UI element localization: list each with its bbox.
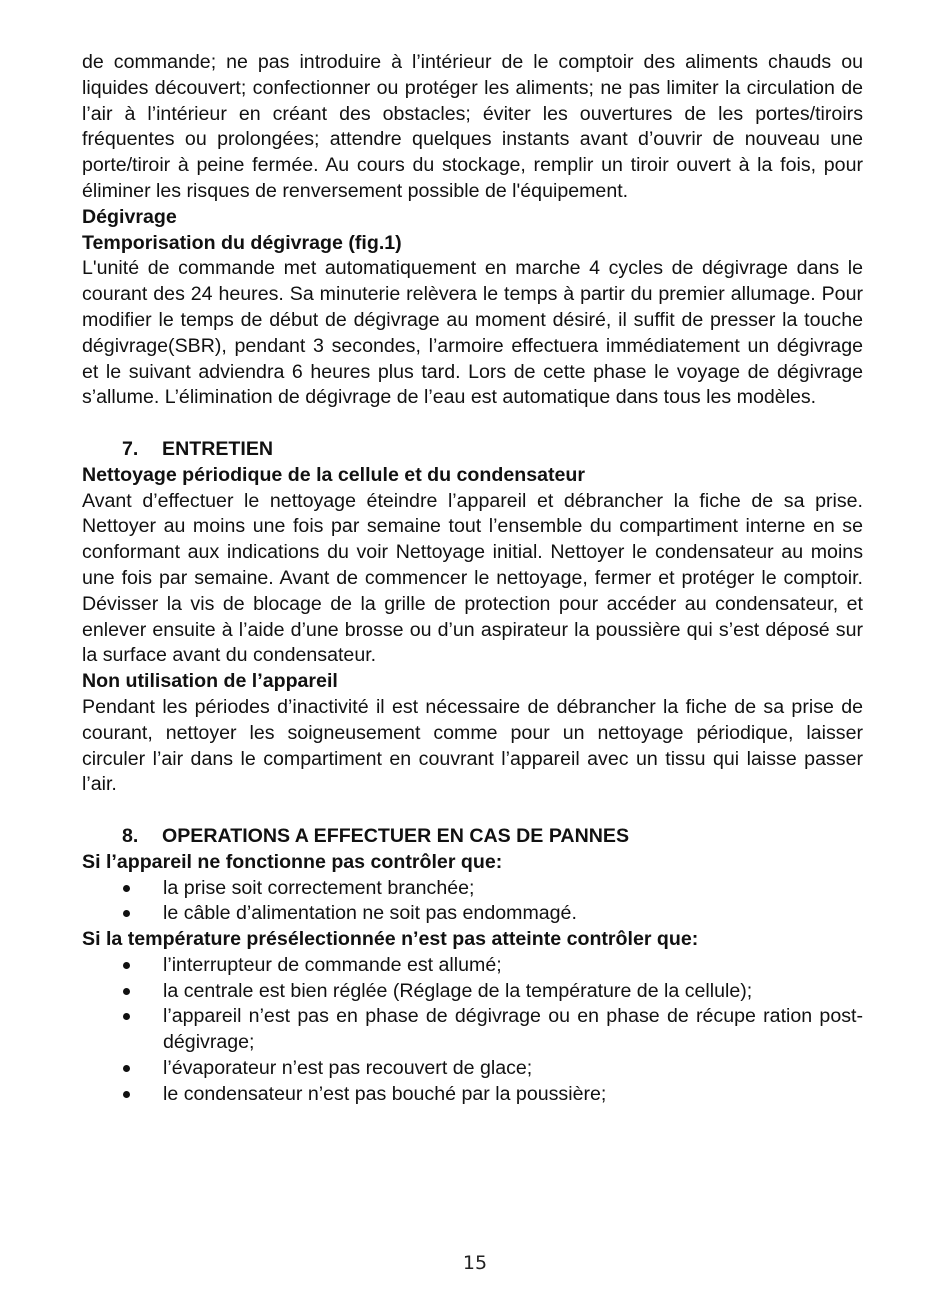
bullet-icon xyxy=(123,1065,130,1072)
non-use-subheading: Non utilisation de l’appareil xyxy=(82,670,338,693)
section-number: 7. xyxy=(122,437,139,460)
check-1-list xyxy=(82,876,863,928)
document-page xyxy=(82,50,863,1108)
section-title: OPERATIONS A EFFECTUER EN CAS DE PANNES xyxy=(162,824,630,847)
section-title: ENTRETIEN xyxy=(162,437,274,460)
bullet-icon xyxy=(123,988,130,995)
degivrage-heading: Dégivrage xyxy=(82,205,177,228)
maintenance-paragraph: Avant d’effectuer le nettoyage éteindre l’appareil et débrancher la fiche de sa prise. Nettoyer au moins une fois par semaine tout l’ensemble du compartiment interne en se conformant aux indications du voir Nettoyage initial. Nettoyer le condensateur au moins une fois par semaine. Avant de commencer le nettoyage, fermer et protéger le comptoir. Dévisser la vis de blocage de la grille de protection pour accéder au condensateur, et enlever ensuite à l’aide d’une brosse ou d’un aspirateur la poussière qui s’est déposé sur la surface avant du condensateur. xyxy=(82,489,863,667)
non-use-paragraph: Pendant les périodes d’inactivité il est nécessaire de débrancher la fiche de sa prise de courant, nettoyer les soigneusement comme pour un nettoyage périodique, laisser circuler l’air dans le compartiment en couvrant l’appareil avec un tissu qui laisse passer l’air. xyxy=(82,695,863,796)
bullet-icon xyxy=(123,962,130,969)
check-2-list xyxy=(82,953,863,1108)
page-number: 15 xyxy=(462,1252,488,1274)
list-item: le condensateur n’est pas bouché par la poussière; xyxy=(82,1082,863,1108)
bullet-icon xyxy=(123,885,130,892)
list-item: l’appareil n’est pas en phase de dégivrage ou en phase de récupe ration post-dégivrage; xyxy=(82,1004,863,1056)
bullet-icon xyxy=(123,910,130,917)
maintenance-subheading: Nettoyage périodique de la cellule et du condensateur xyxy=(82,463,586,486)
intro-paragraph: de commande; ne pas introduire à l’intérieur de le comptoir des aliments chauds ou liquides découvert; confectionner ou protéger les aliments; ne pas limiter la circulation de l’air à l’intérieur en créant des obstacles; éviter les ouvertures de les portes/tiroirs fréquentes ou prolongées; attendre quelques instants avant d’ouvrir de nouveau une porte/tiroir à peine fermée. Au cours du stockage, remplir un tiroir ouvert à la fois, pour éliminer les risques de renversement possible de l'équipement. xyxy=(82,51,863,202)
list-item: le câble d’alimentation ne soit pas endommagé. xyxy=(82,901,863,927)
list-item: la prise soit correctement branchée; xyxy=(82,876,863,902)
list-item: l’évaporateur n’est pas recouvert de glace; xyxy=(82,1056,863,1082)
check-1-heading: Si l’appareil ne fonctionne pas contrôler que: xyxy=(82,850,503,873)
bullet-icon xyxy=(123,1091,130,1098)
section-7-heading xyxy=(122,437,863,463)
section-8-heading xyxy=(122,824,863,850)
degivrage-subheading: Temporisation du dégivrage (fig.1) xyxy=(82,231,402,254)
spacer xyxy=(82,411,863,437)
check-2-heading: Si la température présélectionnée n’est pas atteinte contrôler que: xyxy=(82,928,699,951)
degivrage-paragraph: L'unité de commande met automatiquement en marche 4 cycles de dégivrage dans le courant des 24 heures. Sa minuterie relèvera le temps à partir du premier allumage. Pour modifier le temps de début de dégivrage au moment désiré, il suffit de presser la touche dégivrage(SBR), pendant 3 secondes, l’armoire effectuera immédiatement un dégivrage et le suivant adviendra 6 heures plus tard. Lors de cette phase le voyage de dégivrage s’allume. L’élimination de dégivrage de l’eau est automatique dans tous les modèles. xyxy=(82,257,863,409)
list-item: la centrale est bien réglée (Réglage de la température de la cellule); xyxy=(82,979,863,1005)
list-item: l’interrupteur de commande est allumé; xyxy=(82,953,863,979)
bullet-icon xyxy=(123,1013,130,1020)
spacer xyxy=(82,798,863,824)
section-number: 8. xyxy=(122,824,139,847)
